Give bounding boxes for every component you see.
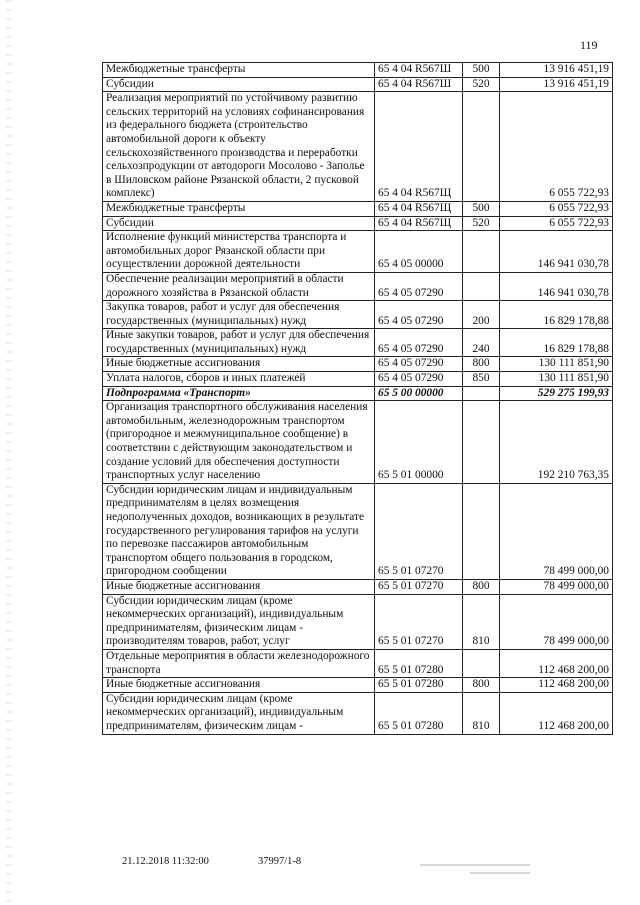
cell-amount: 6 055 722,93 — [500, 201, 613, 216]
cell-amount: 16 829 178,88 — [500, 329, 613, 357]
cell-amount: 529 275 199,93 — [500, 386, 613, 401]
cell-code: 65 4 04 R567Ш — [375, 77, 463, 92]
cell-type: 500 — [463, 63, 500, 78]
cell-code: 65 4 04 R567Щ — [375, 201, 463, 216]
cell-amount: 146 941 030,78 — [500, 231, 613, 273]
cell-amount: 6 055 722,93 — [500, 216, 613, 231]
cell-code: 65 4 05 07290 — [375, 357, 463, 372]
footer-date: 21.12.2018 11:32:00 — [122, 856, 209, 867]
cell-name: Уплата налогов, сборов и иных платежей — [103, 372, 375, 387]
cell-code: 65 5 01 07270 — [375, 579, 463, 594]
cell-amount: 16 829 178,88 — [500, 301, 613, 329]
cell-name: Реализация мероприятий по устойчивому развитию сельских территорий на условиях софинансирования из федерального бюджета (строительство автомобильной дороги к объекту сельскохозяйственного производства и переработки сельхозпродукции от автодороги Мосолово - Заполье в Шиловском районе Рязанской области, 2 пусковой комплекс) — [103, 92, 375, 202]
scan-edge-artifact — [6, 0, 12, 905]
cell-type: 810 — [463, 594, 500, 649]
cell-code: 65 4 04 R567Щ — [375, 216, 463, 231]
table-row — [103, 63, 613, 78]
table-row — [103, 386, 613, 401]
cell-name: Отдельные мероприятия в области железнодорожного транспорта — [103, 649, 375, 677]
cell-amount: 78 499 000,00 — [500, 579, 613, 594]
cell-code: 65 5 01 07280 — [375, 692, 463, 734]
cell-code: 65 4 05 00000 — [375, 231, 463, 273]
cell-type: 520 — [463, 216, 500, 231]
cell-name: Организация транспортного обслуживания населения автомобильным, железнодорожным транспортом (пригородное и межмуниципальное сообщение) в соответствии с действующим законодательством и создание условий для обеспечения доступности транспортных услуг населению — [103, 401, 375, 484]
table-row — [103, 329, 613, 357]
cell-amount: 130 111 851,90 — [500, 372, 613, 387]
cell-name: Иные закупки товаров, работ и услуг для обеспечения государственных (муниципальных) нужд — [103, 329, 375, 357]
table-row — [103, 692, 613, 734]
cell-type: 800 — [463, 579, 500, 594]
cell-amount: 6 055 722,93 — [500, 92, 613, 202]
cell-type — [463, 386, 500, 401]
cell-name: Субсидии — [103, 216, 375, 231]
page-number: 119 — [580, 38, 598, 52]
cell-type: 850 — [463, 372, 500, 387]
cell-code: 65 4 05 07290 — [375, 301, 463, 329]
cell-amount: 78 499 000,00 — [500, 594, 613, 649]
footer-doc-number: 37997/1-8 — [258, 856, 302, 867]
cell-name: Межбюджетные трансферты — [103, 201, 375, 216]
scan-noise-mark — [420, 864, 530, 866]
cell-amount: 146 941 030,78 — [500, 272, 613, 300]
cell-name: Иные бюджетные ассигнования — [103, 357, 375, 372]
cell-amount: 13 916 451,19 — [500, 77, 613, 92]
cell-name: Подпрограмма «Транспорт» — [103, 386, 375, 401]
cell-amount: 130 111 851,90 — [500, 357, 613, 372]
cell-code: 65 4 04 R567Щ — [375, 92, 463, 202]
budget-table — [102, 62, 613, 735]
cell-type: 800 — [463, 678, 500, 693]
cell-name: Иные бюджетные ассигнования — [103, 678, 375, 693]
cell-amount: 112 468 200,00 — [500, 649, 613, 677]
cell-type: 500 — [463, 201, 500, 216]
cell-name: Межбюджетные трансферты — [103, 63, 375, 78]
cell-name: Исполнение функций министерства транспорта и автомобильных дорог Рязанской области при осуществлении дорожной деятельности — [103, 231, 375, 273]
cell-amount: 112 468 200,00 — [500, 678, 613, 693]
cell-amount: 78 499 000,00 — [500, 483, 613, 579]
cell-name: Субсидии — [103, 77, 375, 92]
cell-type: 520 — [463, 77, 500, 92]
table-row — [103, 678, 613, 693]
cell-name: Обеспечение реализации мероприятий в области дорожного хозяйства в Рязанской области — [103, 272, 375, 300]
cell-type — [463, 272, 500, 300]
cell-name: Субсидии юридическим лицам (кроме некоммерческих организаций), индивидуальным предпринимателям, физическим лицам - — [103, 692, 375, 734]
budget-table-body — [103, 63, 613, 735]
cell-type — [463, 401, 500, 484]
scan-noise-mark — [470, 872, 530, 874]
cell-type — [463, 231, 500, 273]
table-row — [103, 579, 613, 594]
table-row — [103, 272, 613, 300]
cell-amount: 192 210 763,35 — [500, 401, 613, 484]
cell-amount: 13 916 451,19 — [500, 63, 613, 78]
table-row — [103, 201, 613, 216]
cell-name: Субсидии юридическим лицам и индивидуальным предпринимателям в целях возмещения недополученных доходов, возникающих в результате государственного регулирования тарифов на услуги по перевозке пассажиров автомобильным транспортом общего пользования в городском, пригородном сообщении — [103, 483, 375, 579]
table-row — [103, 77, 613, 92]
cell-type: 200 — [463, 301, 500, 329]
table-row — [103, 231, 613, 273]
cell-code: 65 5 01 07280 — [375, 649, 463, 677]
cell-name: Субсидии юридическим лицам (кроме некоммерческих организаций), индивидуальным предпринимателям, физическим лицам - производителям товаров, работ, услуг — [103, 594, 375, 649]
cell-code: 65 4 05 07290 — [375, 372, 463, 387]
cell-type — [463, 92, 500, 202]
cell-type — [463, 483, 500, 579]
table-row — [103, 357, 613, 372]
cell-type: 240 — [463, 329, 500, 357]
table-row — [103, 92, 613, 202]
cell-type: 800 — [463, 357, 500, 372]
cell-code: 65 4 05 07290 — [375, 329, 463, 357]
cell-amount: 112 468 200,00 — [500, 692, 613, 734]
cell-name: Иные бюджетные ассигнования — [103, 579, 375, 594]
cell-code: 65 5 01 00000 — [375, 401, 463, 484]
table-row — [103, 301, 613, 329]
cell-type — [463, 649, 500, 677]
cell-name: Закупка товаров, работ и услуг для обеспечения государственных (муниципальных) нужд — [103, 301, 375, 329]
cell-code: 65 5 01 07270 — [375, 594, 463, 649]
cell-code: 65 5 00 00000 — [375, 386, 463, 401]
table-row — [103, 401, 613, 484]
table-row — [103, 216, 613, 231]
table-row — [103, 483, 613, 579]
cell-code: 65 4 04 R567Ш — [375, 63, 463, 78]
cell-code: 65 4 05 07290 — [375, 272, 463, 300]
table-row — [103, 649, 613, 677]
table-row — [103, 372, 613, 387]
table-row — [103, 594, 613, 649]
cell-code: 65 5 01 07280 — [375, 678, 463, 693]
cell-code: 65 5 01 07270 — [375, 483, 463, 579]
cell-type: 810 — [463, 692, 500, 734]
